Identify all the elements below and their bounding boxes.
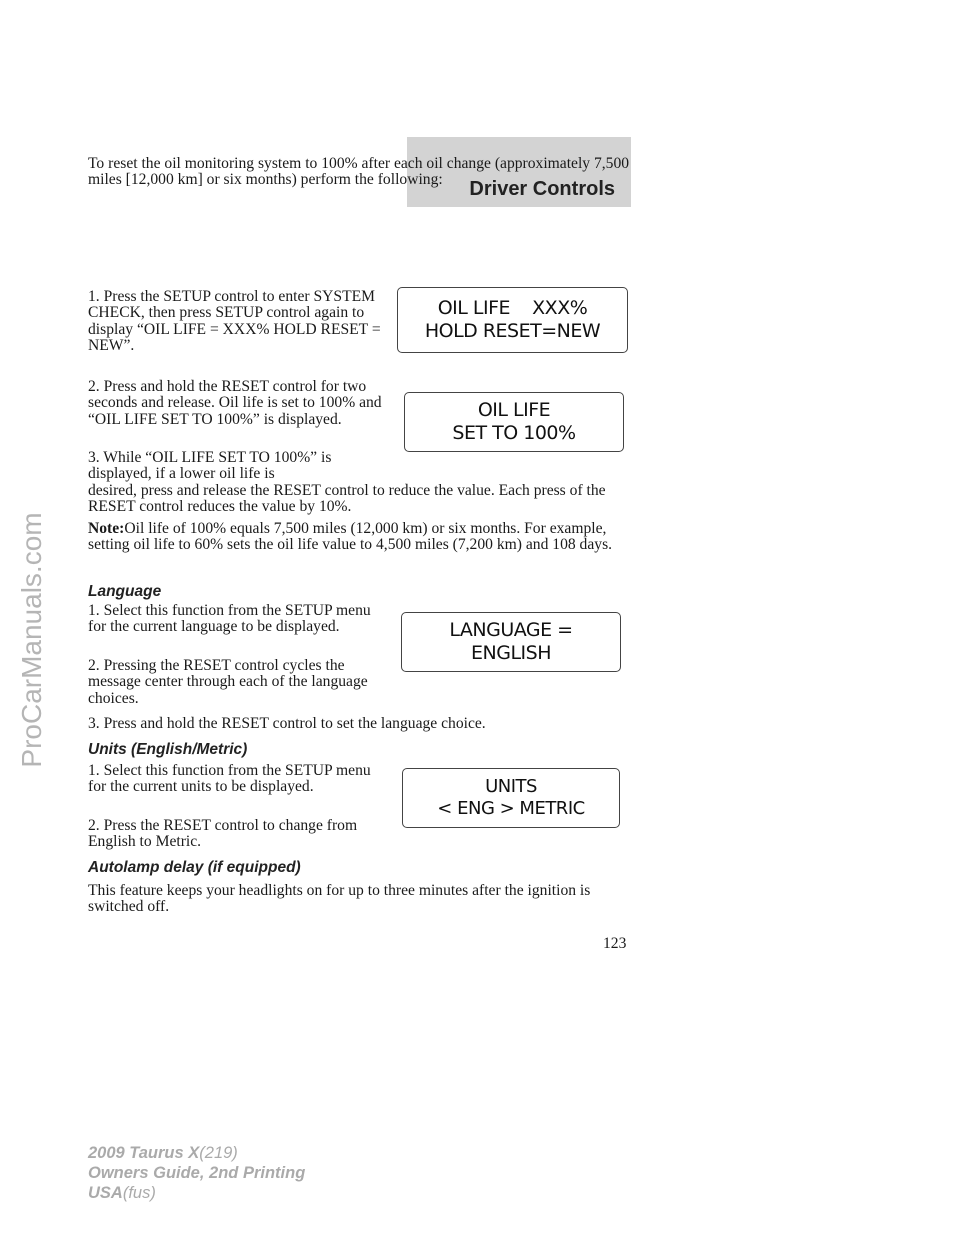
watermark-text: ProCarManuals.com xyxy=(16,512,47,768)
note-paragraph xyxy=(88,521,636,554)
units-display-line2: < ENG > METRIC xyxy=(437,798,585,819)
print-footer xyxy=(88,1143,305,1203)
oil-step-3-start: 3. While “OIL LIFE SET TO 100%” is displayed, if a lower oil life is xyxy=(88,449,332,483)
oil-set-display-line1: OIL LIFE xyxy=(477,399,551,421)
section-title: Driver Controls xyxy=(469,178,615,200)
oil-set-display xyxy=(404,392,624,452)
units-display-line1: UNITS xyxy=(485,776,537,797)
footer-line-1 xyxy=(88,1143,305,1163)
language-display-line1: LANGUAGE = xyxy=(449,619,573,641)
footer-market-code: (fus) xyxy=(122,1184,156,1202)
language-step-1: 1. Select this function from the SETUP menu for the current language to be displayed. xyxy=(88,602,371,636)
oil-step-1: 1. Press the SETUP control to enter SYSTEM CHECK, then press SETUP control again to display “OIL LIFE = XXX% HOLD RESET = NEW”. xyxy=(88,288,381,354)
note-text: Oil life of 100% equals 7,500 miles (12,000 km) or six months. For example, setting oil life to 60% sets the oil life value to 4,500 miles (7,200 km) and 108 days. xyxy=(88,520,613,554)
footer-guide: Owners Guide, 2nd Printing xyxy=(88,1164,306,1182)
page-number: 123 xyxy=(603,935,627,952)
oil-life-display xyxy=(397,287,628,353)
language-step-3: 3. Press and hold the RESET control to set the language choice. xyxy=(88,715,486,732)
units-step-2: 2. Press the RESET control to change from English to Metric. xyxy=(88,817,358,851)
language-step-2: 2. Pressing the RESET control cycles the message center through each of the language choices. xyxy=(88,657,368,707)
footer-model-code: (219) xyxy=(199,1144,238,1162)
footer-model: 2009 Taurus X xyxy=(88,1144,200,1162)
intro-paragraph: To reset the oil monitoring system to 100% after each oil change (approximately 7,500 miles [12,000 km] or six months) perform the following: xyxy=(88,155,630,189)
units-display xyxy=(402,768,620,828)
autolamp-paragraph: This feature keeps your headlights on for up to three minutes after the ignition is switched off. xyxy=(88,882,591,916)
oil-set-display-line2: SET TO 100% xyxy=(452,422,576,444)
language-display-line2: ENGLISH xyxy=(471,642,551,664)
language-display xyxy=(401,612,621,672)
oil-step-2: 2. Press and hold the RESET control for two seconds and release. Oil life is set to 100% and “OIL LIFE SET TO 100%” is displayed. xyxy=(88,378,382,428)
oil-life-display-line1: OIL LIFE XXX% xyxy=(437,297,588,319)
language-heading: Language xyxy=(88,583,162,600)
units-step-1: 1. Select this function from the SETUP menu for the current units to be displayed. xyxy=(88,762,371,796)
units-heading: Units (English/Metric) xyxy=(88,741,248,758)
watermark xyxy=(8,360,56,920)
oil-step-3-end: desired, press and release the RESET control to reduce the value. Each press of the RESET control reduces the value by 10%. xyxy=(88,482,606,516)
autolamp-heading: Autolamp delay (if equipped) xyxy=(88,859,301,876)
footer-market: USA xyxy=(88,1184,123,1202)
note-label: Note: xyxy=(88,520,125,537)
footer-line-3 xyxy=(88,1183,305,1203)
oil-life-display-line2: HOLD RESET=NEW xyxy=(424,320,601,342)
